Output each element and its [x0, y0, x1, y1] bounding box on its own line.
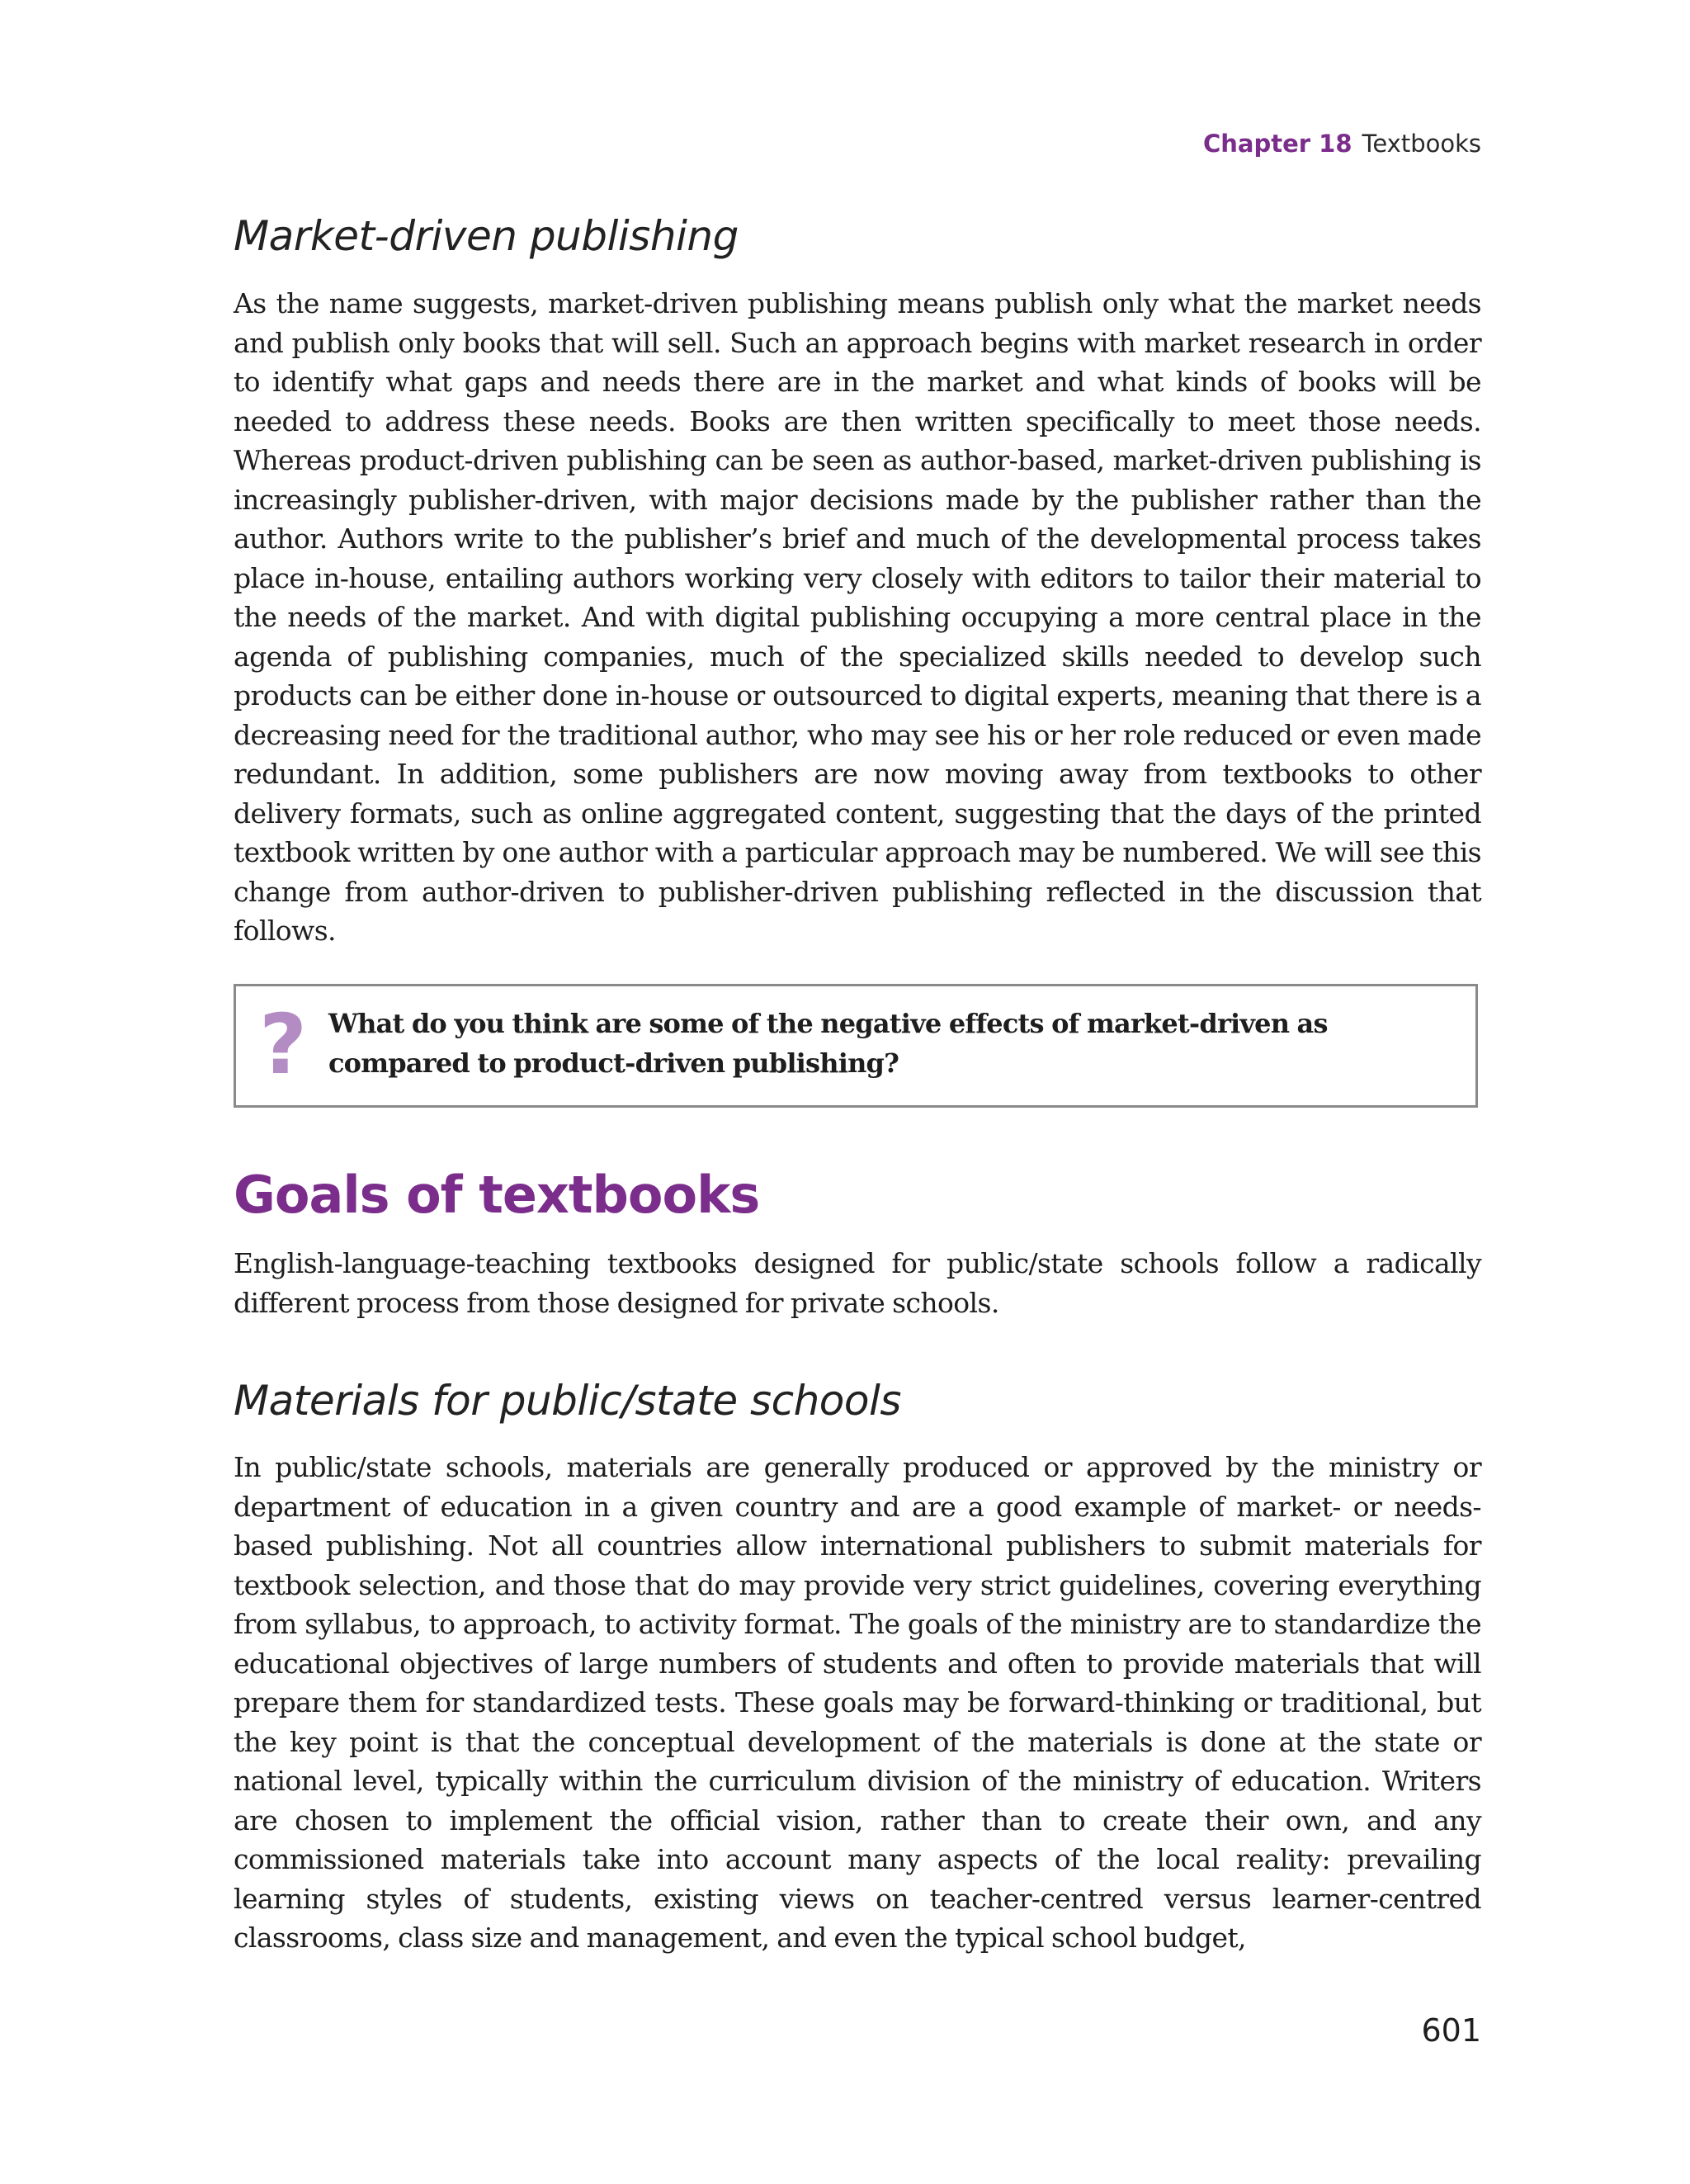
paragraph-goals: English-language-teaching textbooks designed for public/state schools follow a radically different process from those designed for private schools.	[234, 1247, 1481, 1319]
section-subheading-public-state: Materials for public/state schools	[234, 1377, 901, 1425]
section-heading-goals: Goals of textbooks	[234, 1165, 760, 1225]
question-mark-icon: ?	[259, 996, 308, 1093]
running-head-title: Textbooks	[1362, 130, 1481, 158]
question-box	[234, 984, 1478, 1108]
paragraph-public-state: In public/state schools, materials are generally produced or approved by the ministry or department of education in a given country and are a good example of market- or needs-based publishing. Not all countries allow international publishers to submit materials for textbook selection, and those that do may provide very strict guidelines, covering everything from syllabus, to approach, to activity format. The goals of the ministry are to standardize the educational objectives of large numbers of students and often to provide materials that will prepare them for standardized tests. These goals may be forward-thinking or traditional, but the key point is that the conceptual development of the materials is done at the state or national level, typically within the curriculum division of the ministry of education. Writers are chosen to implement the official vision, rather than to create their own, and any commissioned materials take into account many aspects of the local reality: prevailing learning styles of students, existing views on teacher-centred versus learner-centred classrooms, class size and management, and even the typical school budget,	[234, 1451, 1481, 1954]
question-text: What do you think are some of the negative effects of market-driven as compared to product-driven publishing?	[328, 1008, 1328, 1079]
paragraph-market-driven: As the name suggests, market-driven publishing means publish only what the market needs and publish only books that will sell. Such an approach begins with market research in order to identify what gaps and needs there are in the market and what kinds of books will be needed to address these needs. Books are then written specifically to meet those needs. Whereas product-driven publishing can be seen as author-based, market-driven publishing is increasingly publisher-driven, with major decisions made by the publisher rather than the author. Authors write to the publisher’s brief and much of the developmental process takes place in-house, entailing authors working very closely with editors to tailor their material to the needs of the market. And with digital publishing occupying a more central place in the agenda of publishing companies, much of the specialized skills needed to develop such products can be either done in-house or outsourced to digital experts, meaning that there is a decreasing need for the traditional author, who may see his or her role reduced or even made redundant. In addition, some publishers are now moving away from textbooks to other delivery formats, such as online aggregated content, suggesting that the days of the printed textbook written by one author with a particular approach may be numbered. We will see this change from author-driven to publisher-driven publishing reflected in the discussion that follows.	[234, 287, 1481, 947]
section-subheading-market-driven: Market-driven publishing	[234, 212, 739, 260]
running-head	[1203, 129, 1481, 158]
running-head-chapter: Chapter 18	[1203, 130, 1352, 158]
page-number: 601	[1421, 2012, 1481, 2049]
